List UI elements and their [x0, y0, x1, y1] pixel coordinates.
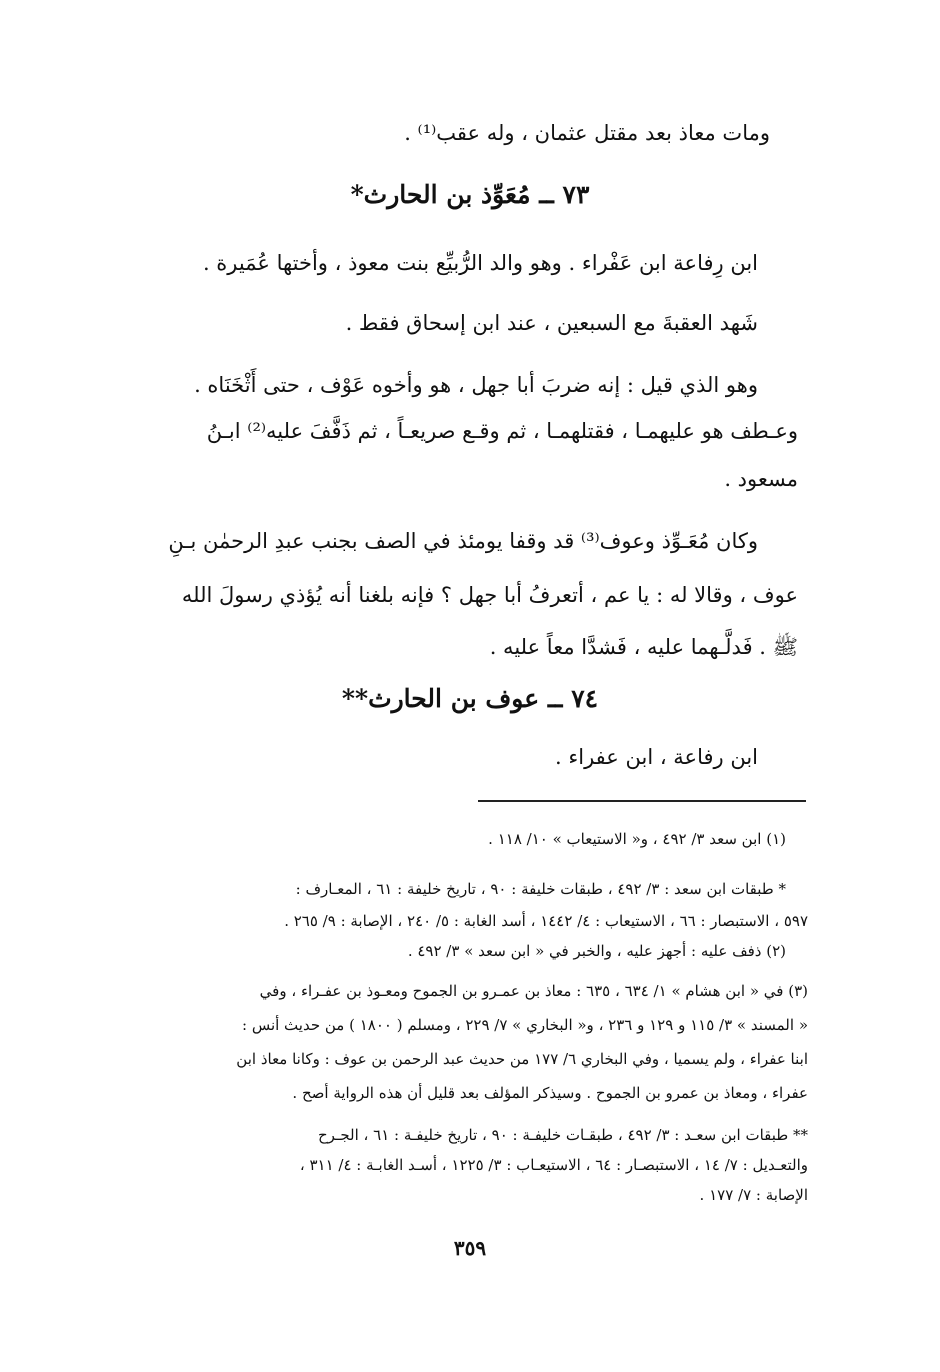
section-heading-74: ٧٤ ــ عوف بن الحارث**: [341, 684, 599, 713]
footnote-line: * طبقات ابن سعد : ٣/ ٤٩٢ ، طبقات خليفة : ٩٠ ، تاريخ خليفة : ٦١ ، المعـارف :: [295, 880, 786, 898]
footnote-line: (٢) ذفف عليه : أجهز عليه ، والخبر في « ابن سعد » ٣/ ٤٩٢ .: [407, 942, 786, 960]
body-line: ﷺ . فَدلَّـهما عليه ، فَشدَّا معاً عليه .: [489, 635, 798, 659]
footnote-line: (١) ابن سعد ٣/ ٤٩٢ ، و« الاستيعاب » ١٠/ ١١٨ .: [488, 830, 786, 848]
page-number: ٣٥٩: [453, 1236, 487, 1260]
body-line: ومات معاذ بعد مقتل عثمان ، وله عقب⁽¹⁾ .: [404, 121, 770, 145]
body-line: وكان مُعَـوِّذ وعوف⁽³⁾ قد وقفا يومئذ في الصف بجنب عبدِ الرحمٰن بـنِ: [168, 529, 758, 553]
body-line: عوف ، وقالا له : يا عم ، أتعرفُ أبا جهل ؟ فإنه بلغنا أنه يُؤذي رسولَ الله: [181, 583, 798, 607]
footnote-line: ابنا عفراء ، ولم يسميا ، وفي البخاري ٦/ ١٧٧ من حديث عبد الرحمن بن عوف : وكانا معاذ ابن: [236, 1050, 808, 1068]
footnote-line: الإصابة : ٧/ ١٧٧ .: [699, 1186, 808, 1204]
footnote-line: والتعـديل : ٧/ ١٤ ، الاستبصـار : ٦٤ ، الاستيعـاب : ٣/ ١٢٢٥ ، أسـد الغابـة : ٤/ ٣١١ ،: [299, 1156, 808, 1174]
footnote-line: (٣) في « ابن هشام » ١/ ٦٣٤ ، ٦٣٥ : معاذ بن عمـرو بن الجموح ومعـوذ بن عفـراء ، وفي: [259, 982, 808, 1000]
body-line: ابن رِفاعة ابن عَفْراء . وهو والد الرُّبيِّع بنت معوذ ، وأختها عُمَيرة .: [202, 251, 758, 275]
footnote-divider: [478, 800, 806, 802]
footnote-line: عفراء ، ومعاذ بن عمرو بن الجموح . وسيذكر المؤلف بعد قليل أن هذه الرواية أصح .: [292, 1084, 808, 1102]
body-line: مسعود .: [724, 467, 798, 491]
footnote-line: « المسند » ٣/ ١١٥ و ١٢٩ و ٢٣٦ ، و« البخاري » ٧/ ٢٢٩ ، ومسلم ( ١٨٠٠ ) من حديث أنس :: [242, 1016, 808, 1034]
body-line: وعـطف هو عليهمـا ، فقتلهمـا ، ثم وقـع صريعـاً ، ثم ذَفَّفَ عليه⁽²⁾ ابـنُ: [206, 419, 798, 443]
body-line: وهو الذي قيل : إنه ضربَ أبا جهل ، هو وأخوه عَوْف ، حتى أَثْخَنَاه .: [194, 373, 758, 397]
footnote-line: ** طبقات ابن سعـد : ٣/ ٤٩٢ ، طبقـات خليفـة : ٩٠ ، تاريخ خليفـة : ٦١ ، الجـرح: [318, 1126, 808, 1144]
body-line: ابن رفاعة ، ابن عفراء .: [555, 745, 758, 769]
section-heading-73: ٧٣ ــ مُعَوِّذ بن الحارث*: [350, 180, 590, 209]
footnote-line: ٥٩٧ ، الاستبصار : ٦٦ ، الاستيعاب : ٤/ ١٤٤٢ ، أسد الغابة : ٥/ ٢٤٠ ، الإصابة : ٩/ ٢٦٥ .: [284, 912, 808, 930]
body-line: شَهد العقبةَ مع السبعين ، عند ابن إسحاق فقط .: [345, 311, 758, 335]
